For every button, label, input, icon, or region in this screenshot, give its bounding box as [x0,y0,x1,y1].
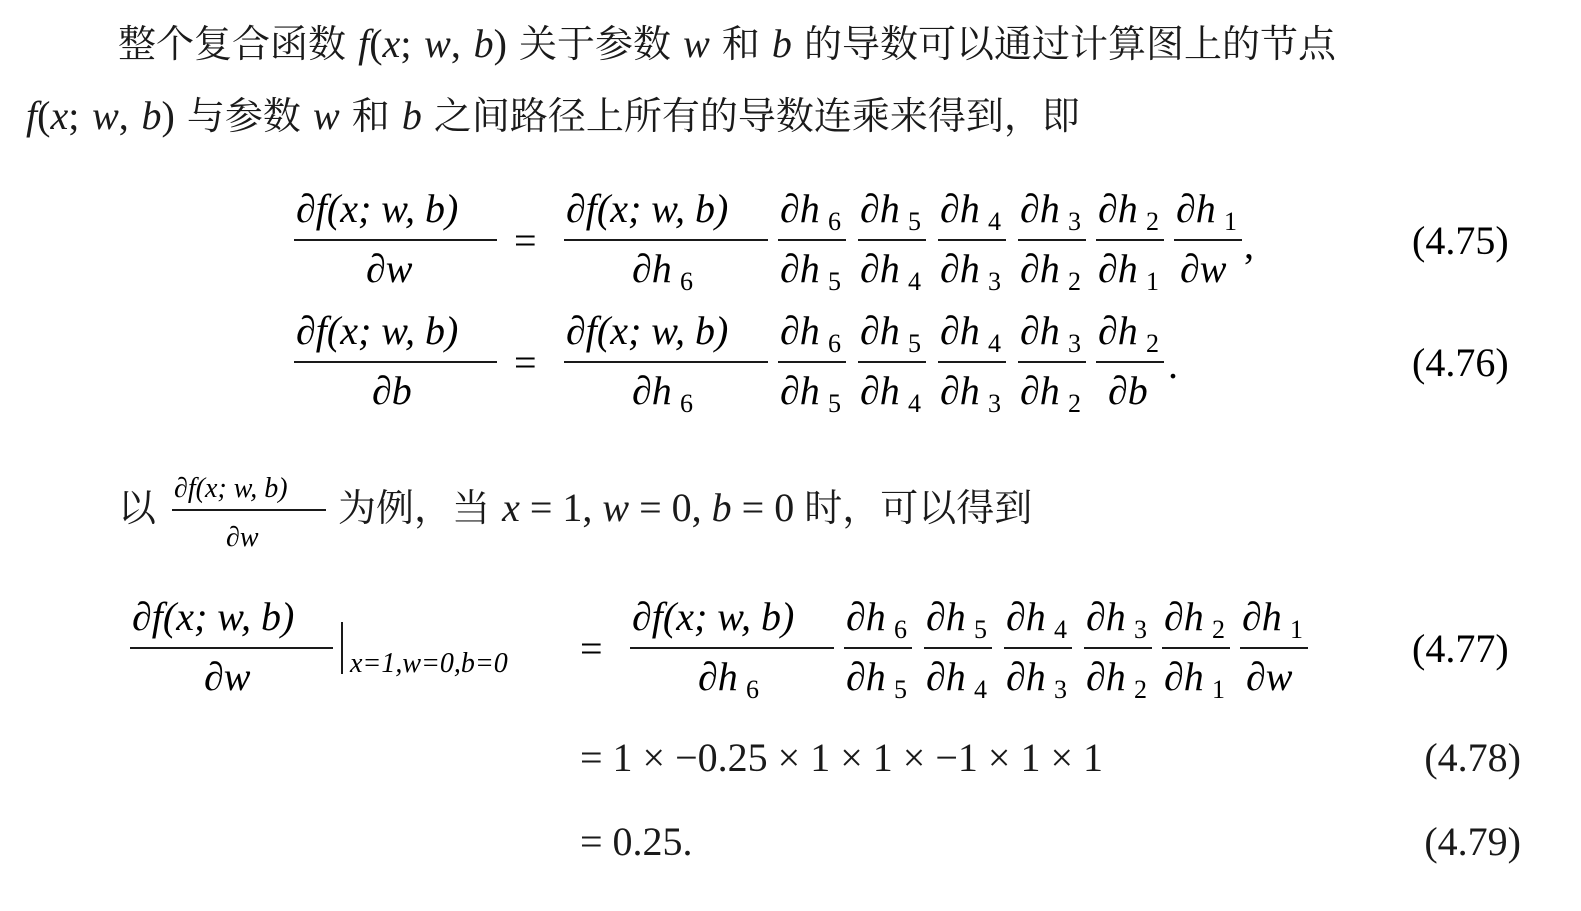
svg-text:∂h: ∂h [698,654,738,699]
svg-text:2: 2 [1068,267,1081,296]
svg-text:∂h: ∂h [926,594,966,639]
svg-text:∂h: ∂h [1006,594,1046,639]
svg-text:∂f(x; w, b): ∂f(x; w, b) [566,308,729,353]
svg-text:6: 6 [894,615,907,644]
svg-text:4: 4 [974,675,987,704]
svg-text:∂h: ∂h [1164,654,1204,699]
svg-text:∂h: ∂h [1242,594,1282,639]
svg-text:∂h: ∂h [1020,308,1060,353]
svg-text:6: 6 [746,675,759,704]
eq477-number: (4.77) [1412,626,1509,671]
svg-text:∂h: ∂h [860,368,900,413]
equation-4-75 [294,186,1509,296]
equation-4-76 [294,308,1509,418]
svg-text:∂h: ∂h [1020,186,1060,231]
eq475-equals: = [514,218,537,263]
svg-text:2: 2 [1146,207,1159,236]
svg-text:∂h: ∂h [1086,654,1126,699]
svg-text:∂h: ∂h [1006,654,1046,699]
svg-text:5: 5 [908,207,921,236]
eq475-lhs-numerator: ∂f(x; w, b) [296,186,459,231]
svg-text:6: 6 [680,267,693,296]
eq479-number: (4.79) [1424,819,1521,864]
svg-text:∂h: ∂h [940,308,980,353]
eq478-number: (4.78) [1424,735,1521,780]
svg-text:5: 5 [828,267,841,296]
svg-text:∂h: ∂h [780,308,820,353]
svg-text:∂h: ∂h [780,246,820,291]
svg-text:∂w: ∂w [226,522,259,553]
svg-text:3: 3 [1068,329,1081,358]
svg-text:∂h: ∂h [926,654,966,699]
svg-text:∂h: ∂h [1020,368,1060,413]
svg-text:∂h: ∂h [846,594,886,639]
paragraph-line-2: f(x; w, b) 与参数 w 和 b 之间路径上所有的导数连乘来得到，即 [26,93,1080,138]
eq478-rhs: = 1 × −0.25 × 1 × 1 × −1 × 1 × 1 [580,735,1104,780]
svg-text:3: 3 [1134,615,1147,644]
svg-text:2: 2 [1146,329,1159,358]
svg-text:2: 2 [1134,675,1147,704]
svg-text:4: 4 [908,389,921,418]
svg-text:∂h: ∂h [860,246,900,291]
svg-text:x=1,w=0,b=0: x=1,w=0,b=0 [350,648,508,679]
eq475-number: (4.75) [1412,218,1509,263]
svg-text:.: . [1168,342,1178,387]
svg-text:∂h: ∂h [940,246,980,291]
svg-text:1: 1 [1212,675,1225,704]
svg-text:∂h: ∂h [1098,186,1138,231]
svg-text:4: 4 [908,267,921,296]
svg-text:=: = [580,626,603,671]
svg-text:5: 5 [974,615,987,644]
example-intro-prefix: 以 [118,486,157,530]
svg-text:∂f(x; w, b): ∂f(x; w, b) [132,594,295,639]
svg-text:5: 5 [908,329,921,358]
svg-text:∂h: ∂h [780,186,820,231]
svg-text:3: 3 [988,267,1001,296]
svg-text:∂w: ∂w [204,654,251,699]
example-intro-suffix: 为例，当 x = 1, w = 0, b = 0 时，可以得到 [338,485,1033,530]
svg-text:2: 2 [1068,389,1081,418]
svg-text:∂h: ∂h [632,368,672,413]
eq475-lhs-denominator: ∂w [366,246,413,291]
paragraph-line-1: 整个复合函数 f(x; w, b) 关于参数 w 和 b 的导数可以通过计算图上的节点 [118,21,1337,66]
svg-text:2: 2 [1212,615,1225,644]
svg-text:∂h: ∂h [940,186,980,231]
equation-4-77 [130,594,1509,704]
svg-text:∂f(x; w, b): ∂f(x; w, b) [174,473,288,504]
svg-text:∂h: ∂h [632,246,672,291]
svg-text:4: 4 [988,207,1001,236]
eq479-rhs: = 0.25. [580,819,693,864]
svg-text:∂b: ∂b [372,368,412,413]
svg-text:5: 5 [828,389,841,418]
svg-text:∂h: ∂h [1020,246,1060,291]
svg-text:∂b: ∂b [1108,368,1148,413]
svg-text:1: 1 [1224,207,1237,236]
svg-text:3: 3 [1068,207,1081,236]
svg-text:,: , [1244,222,1254,267]
svg-text:∂h: ∂h [1098,246,1138,291]
svg-text:5: 5 [894,675,907,704]
svg-text:4: 4 [988,329,1001,358]
svg-text:∂h: ∂h [780,368,820,413]
svg-text:3: 3 [1054,675,1067,704]
svg-text:∂h: ∂h [1164,594,1204,639]
svg-text:6: 6 [828,329,841,358]
svg-text:∂w: ∂w [1246,654,1293,699]
example-intro [172,473,326,553]
svg-text:∂h: ∂h [940,368,980,413]
svg-text:1: 1 [1290,615,1303,644]
svg-text:6: 6 [680,389,693,418]
svg-text:∂h: ∂h [860,308,900,353]
eq476-number: (4.76) [1412,340,1509,385]
svg-text:∂h: ∂h [1098,308,1138,353]
svg-text:3: 3 [988,389,1001,418]
svg-text:∂f(x; w, b): ∂f(x; w, b) [632,594,795,639]
svg-text:∂h: ∂h [1086,594,1126,639]
svg-text:1: 1 [1146,267,1159,296]
svg-text:4: 4 [1054,615,1067,644]
svg-text:6: 6 [828,207,841,236]
svg-text:∂h: ∂h [860,186,900,231]
svg-text:∂w: ∂w [1180,246,1227,291]
svg-text:∂h: ∂h [846,654,886,699]
svg-text:∂f(x; w, b): ∂f(x; w, b) [296,308,459,353]
svg-text:=: = [514,340,537,385]
eq475-rhs-numerator-1: ∂f(x; w, b) [566,186,729,231]
svg-text:∂h: ∂h [1176,186,1216,231]
